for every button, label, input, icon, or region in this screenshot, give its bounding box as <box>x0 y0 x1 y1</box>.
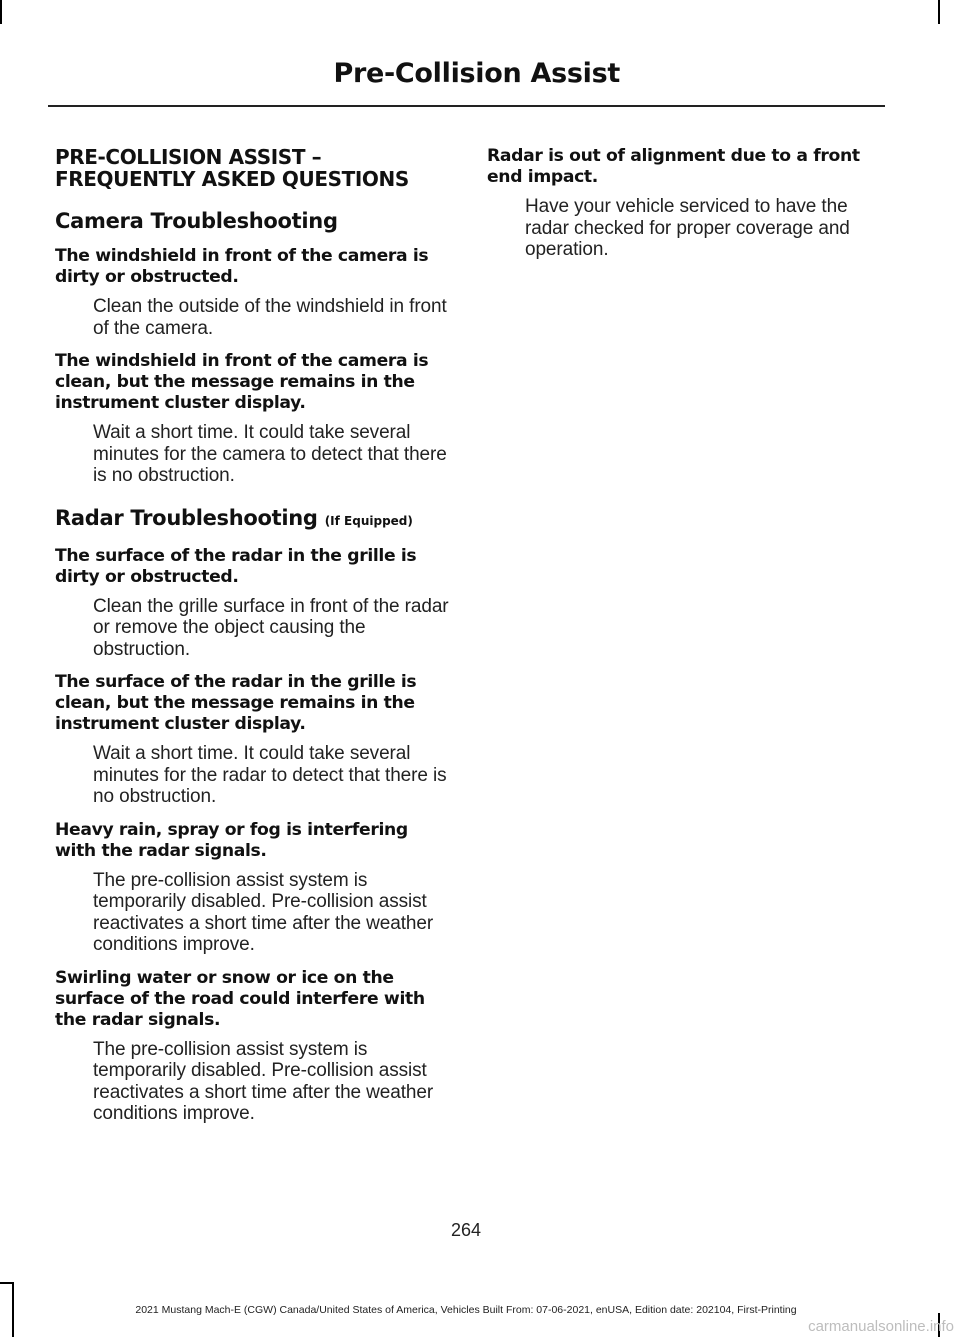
header-divider <box>48 105 885 107</box>
crop-mark-bottom-left-h <box>0 1282 14 1284</box>
faq-question: Heavy rain, spray or fog is interfering with the radar signals. <box>55 819 408 861</box>
faq-answer: Wait a short time. It could take several minutes for the radar to detect that there is no obstruction. <box>93 743 447 807</box>
page-title: Pre-Collision Assist <box>333 58 620 89</box>
radar-troubleshooting-heading <box>55 505 450 534</box>
radar-heading-note: (If Equipped) <box>324 513 413 528</box>
section-title: PRE-COLLISION ASSIST – FREQUENTLY ASKED QUESTIONS <box>55 145 409 191</box>
radar-heading-text: Radar Troubleshooting <box>55 505 318 530</box>
crop-mark-top-right <box>938 0 940 24</box>
footer-edition-info: 2021 Mustang Mach-E (CGW) Canada/United States of America, Vehicles Built From: 07-06-2021, enUSA, Edition date: 202104, First-Printing <box>135 1304 797 1316</box>
faq-question: The windshield in front of the camera is dirty or obstructed. <box>55 246 429 287</box>
right-column <box>487 146 885 273</box>
left-column <box>55 146 450 1137</box>
faq-answer: Clean the outside of the windshield in front of the camera. <box>93 296 447 339</box>
faq-answer: The pre-collision assist system is temporarily disabled. Pre-collision assist reactivates a short time after the weather conditions improve. <box>93 869 434 955</box>
faq-answer: Have your vehicle serviced to have the radar checked for proper coverage and operation. <box>525 196 850 260</box>
faq-answer: The pre-collision assist system is temporarily disabled. Pre-collision assist reactivates a short time after the weather conditions improve. <box>93 1038 434 1124</box>
faq-question: Radar is out of alignment due to a front end impact. <box>487 146 860 187</box>
camera-heading-text: Camera Troubleshooting <box>55 209 338 233</box>
faq-question: The surface of the radar in the grille is dirty or obstructed. <box>55 545 417 587</box>
faq-question: The windshield in front of the camera is clean, but the message remains in the instrument cluster display. <box>55 351 429 413</box>
crop-mark-top-left <box>0 0 2 24</box>
faq-question: Swirling water or snow or ice on the surface of the road could interfere with the radar signals. <box>55 967 425 1030</box>
faq-question: The surface of the radar in the grille is clean, but the message remains in the instrument cluster display. <box>55 672 417 734</box>
faq-answer: Wait a short time. It could take several minutes for the camera to detect that there is no obstruction. <box>93 422 447 486</box>
page-number: 264 <box>450 1220 482 1240</box>
faq-answer: Clean the grille surface in front of the radar or remove the object causing the obstruction. <box>93 595 449 660</box>
camera-troubleshooting-heading <box>55 208 450 234</box>
watermark: carmanualsonline.info <box>808 1318 954 1335</box>
